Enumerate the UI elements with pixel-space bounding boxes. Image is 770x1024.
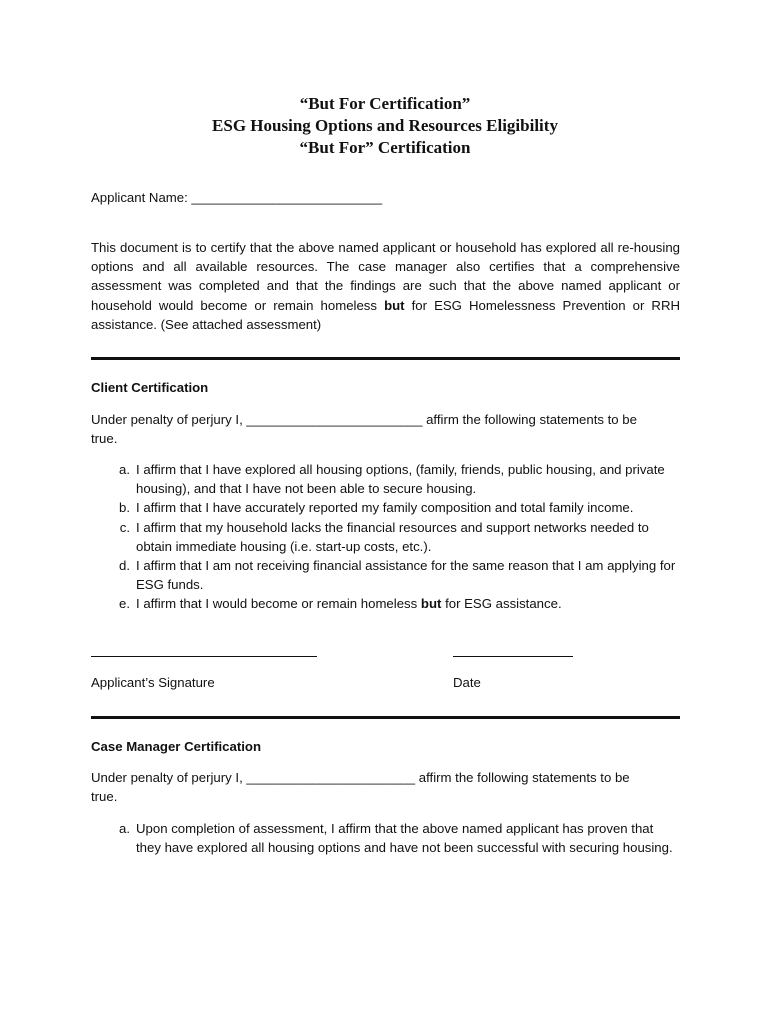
list-marker: d.: [119, 558, 130, 574]
applicant-name-field[interactable]: __________________________: [191, 190, 383, 205]
client-name-field[interactable]: ________________________: [246, 412, 423, 427]
client-affirmation-list: [110, 460, 680, 614]
list-marker: b.: [119, 500, 130, 516]
list-item-text: I affirm that I have accurately reported my family composition and total family income.: [136, 500, 634, 516]
section-divider-2: [91, 716, 680, 719]
client-certification-heading: Client Certification: [91, 380, 209, 395]
list-item: [110, 518, 680, 556]
list-item: [110, 498, 680, 517]
date-label: Date: [453, 675, 481, 690]
case-manager-name-field[interactable]: _______________________: [246, 770, 416, 785]
case-manager-perjury-end: true.: [91, 789, 118, 804]
applicant-name-row: [91, 188, 382, 207]
intro-paragraph: [91, 238, 680, 334]
applicant-signature-line[interactable]: [91, 656, 317, 657]
list-item: [110, 556, 680, 594]
list-marker: a.: [119, 821, 130, 836]
list-item-text-post: for ESG assistance.: [441, 596, 562, 612]
list-item-text: [136, 594, 680, 613]
intro-text-2: for ESG Homelessness Prevention or RRH assistance. (See attached assessment): [91, 297, 680, 332]
title-line-3: “But For” Certification: [299, 138, 471, 157]
list-item-text-pre: I affirm that I would become or remain homeless: [136, 596, 421, 612]
case-manager-perjury-line: [91, 768, 630, 787]
client-perjury-end: true.: [91, 431, 118, 446]
title-line-1: “But For Certification”: [299, 94, 471, 113]
applicant-name-label: Applicant Name:: [91, 190, 192, 205]
list-item-bold-but: but: [420, 596, 442, 612]
list-marker: a.: [119, 462, 130, 477]
intro-text-1: This document is to certify that the above named applicant or household has explored all re-housing options and all available resources. The case manager also certifies that a comprehensive assessment was completed and that the findings are such that the above named applicant or household would become or remain homeless: [91, 240, 680, 313]
client-perjury-pre: Under penalty of perjury I,: [91, 412, 247, 427]
cm-perjury-pre: Under penalty of perjury I,: [91, 770, 247, 785]
cm-perjury-post: affirm the following statements to be: [415, 770, 630, 785]
intro-bold-but: but: [384, 297, 405, 313]
list-item-text: Upon completion of assessment, I affirm that the above named applicant has proven that they have explored all housing options and have not been successful with securing housing.: [136, 821, 673, 856]
list-item: [110, 594, 680, 613]
list-item: [110, 460, 680, 498]
list-item: [110, 819, 680, 857]
case-manager-certification-heading: Case Manager Certification: [91, 739, 262, 754]
applicant-signature-label: Applicant’s Signature: [91, 675, 215, 690]
case-manager-affirmation-list: [110, 819, 680, 857]
section-divider-1: [91, 357, 680, 360]
document-title: [0, 93, 770, 159]
client-perjury-post: affirm the following statements to be: [422, 412, 637, 427]
list-marker: c.: [119, 519, 130, 535]
title-line-2: ESG Housing Options and Resources Eligibility: [212, 116, 558, 135]
client-perjury-line: [91, 410, 637, 429]
list-item-text: I affirm that my household lacks the financial resources and support networks needed to obtain immediate housing (i.e. start-up costs, etc.).: [136, 519, 649, 554]
list-marker: e.: [119, 596, 130, 612]
date-line[interactable]: [453, 656, 573, 657]
list-item-text: I affirm that I have explored all housing options, (family, friends, public housing, and private housing), and that I have not been able to secure housing.: [136, 462, 665, 497]
list-item-text: I affirm that I am not receiving financial assistance for the same reason that I am applying for ESG funds.: [136, 558, 676, 593]
